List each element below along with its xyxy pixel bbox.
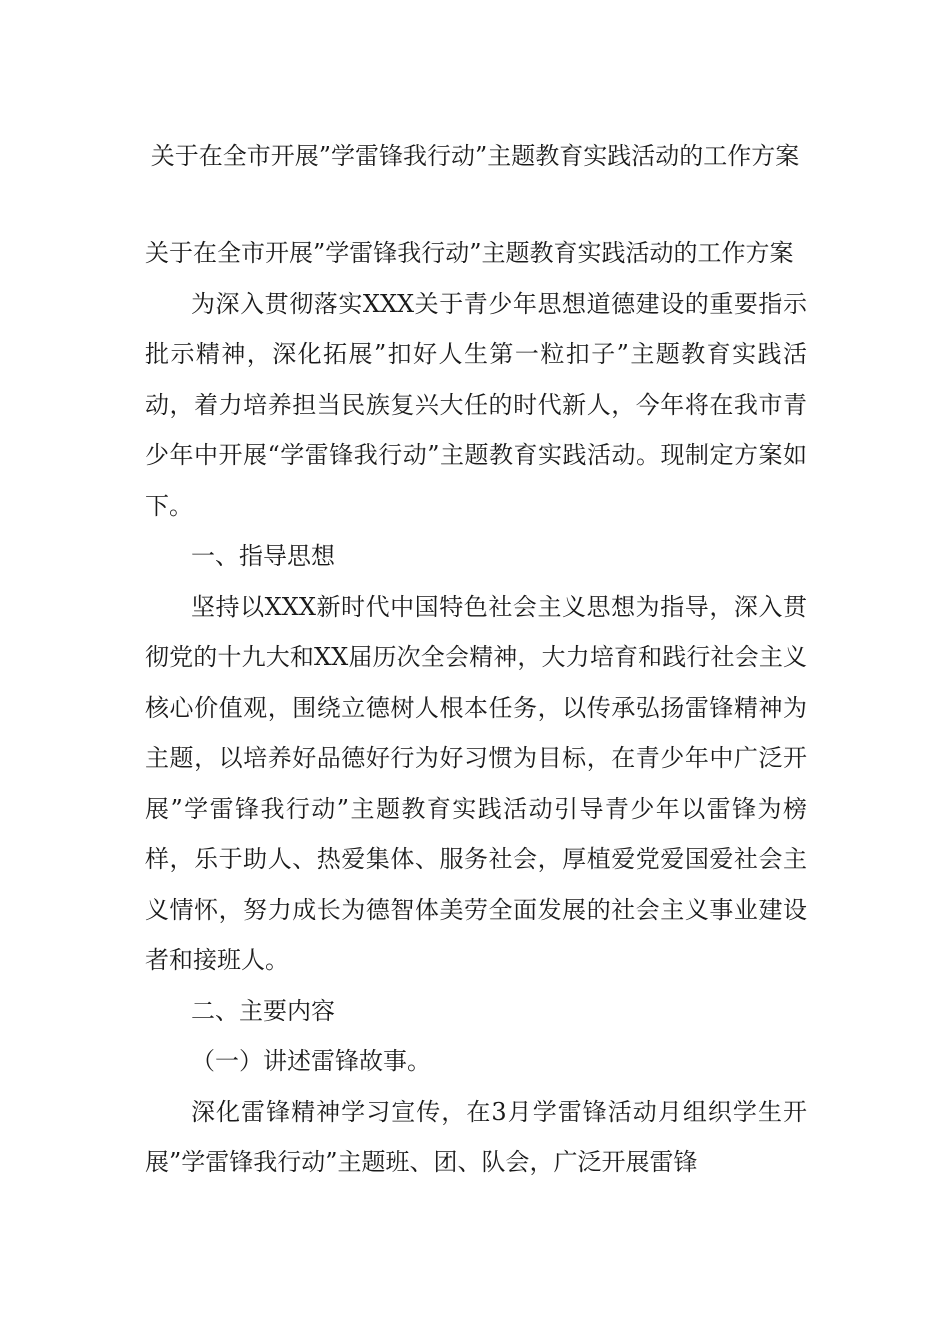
guiding-ideology-paragraph: 坚持以XXX新时代中国特色社会主义思想为指导，深入贯彻党的十九大和XX届历次全会精神，大力培育和践行社会主义核心价值观，围绕立德树人根本任务，以传承弘扬雷锋精神为主题，以培养好品德好行为好习惯为目标，在青少年中广泛开展”学雷锋我行动”主题教育实践活动引导青少年以雷锋为榜样，乐于助人、热爱集体、服务社会，厚植爱党爱国爱社会主义情怀，努力成长为德智体美劳全面发展的社会主义事业建设者和接班人。 xyxy=(145,592,807,974)
section-heading-main-content: 二、主要内容 xyxy=(191,996,335,1025)
section-heading-guiding-ideology: 一、指导思想 xyxy=(191,542,335,570)
stories-paragraph: 深化雷锋精神学习宣传，在3月学雷锋活动月组织学生开展”学雷锋我行动”主题班、团、队会，广泛开展雷锋 xyxy=(145,1097,807,1176)
document-body xyxy=(145,228,807,1188)
subsection-heading-stories: （一）讲述雷锋故事。 xyxy=(191,1047,431,1075)
subtitle-paragraph: 关于在全市开展”学雷锋我行动”主题教育实践活动的工作方案 xyxy=(145,239,794,267)
document-title: 关于在全市开展”学雷锋我行动”主题教育实践活动的工作方案 xyxy=(150,142,800,170)
intro-paragraph: 为深入贯彻落实XXX关于青少年思想道德建设的重要指示批示精神，深化拓展”扣好人生第一粒扣子”主题教育实践活动，着力培养担当民族复兴大任的时代新人，今年将在我市青少年中开展“学雷锋我行动”主题教育实践活动。现制定方案如下。 xyxy=(145,289,807,520)
